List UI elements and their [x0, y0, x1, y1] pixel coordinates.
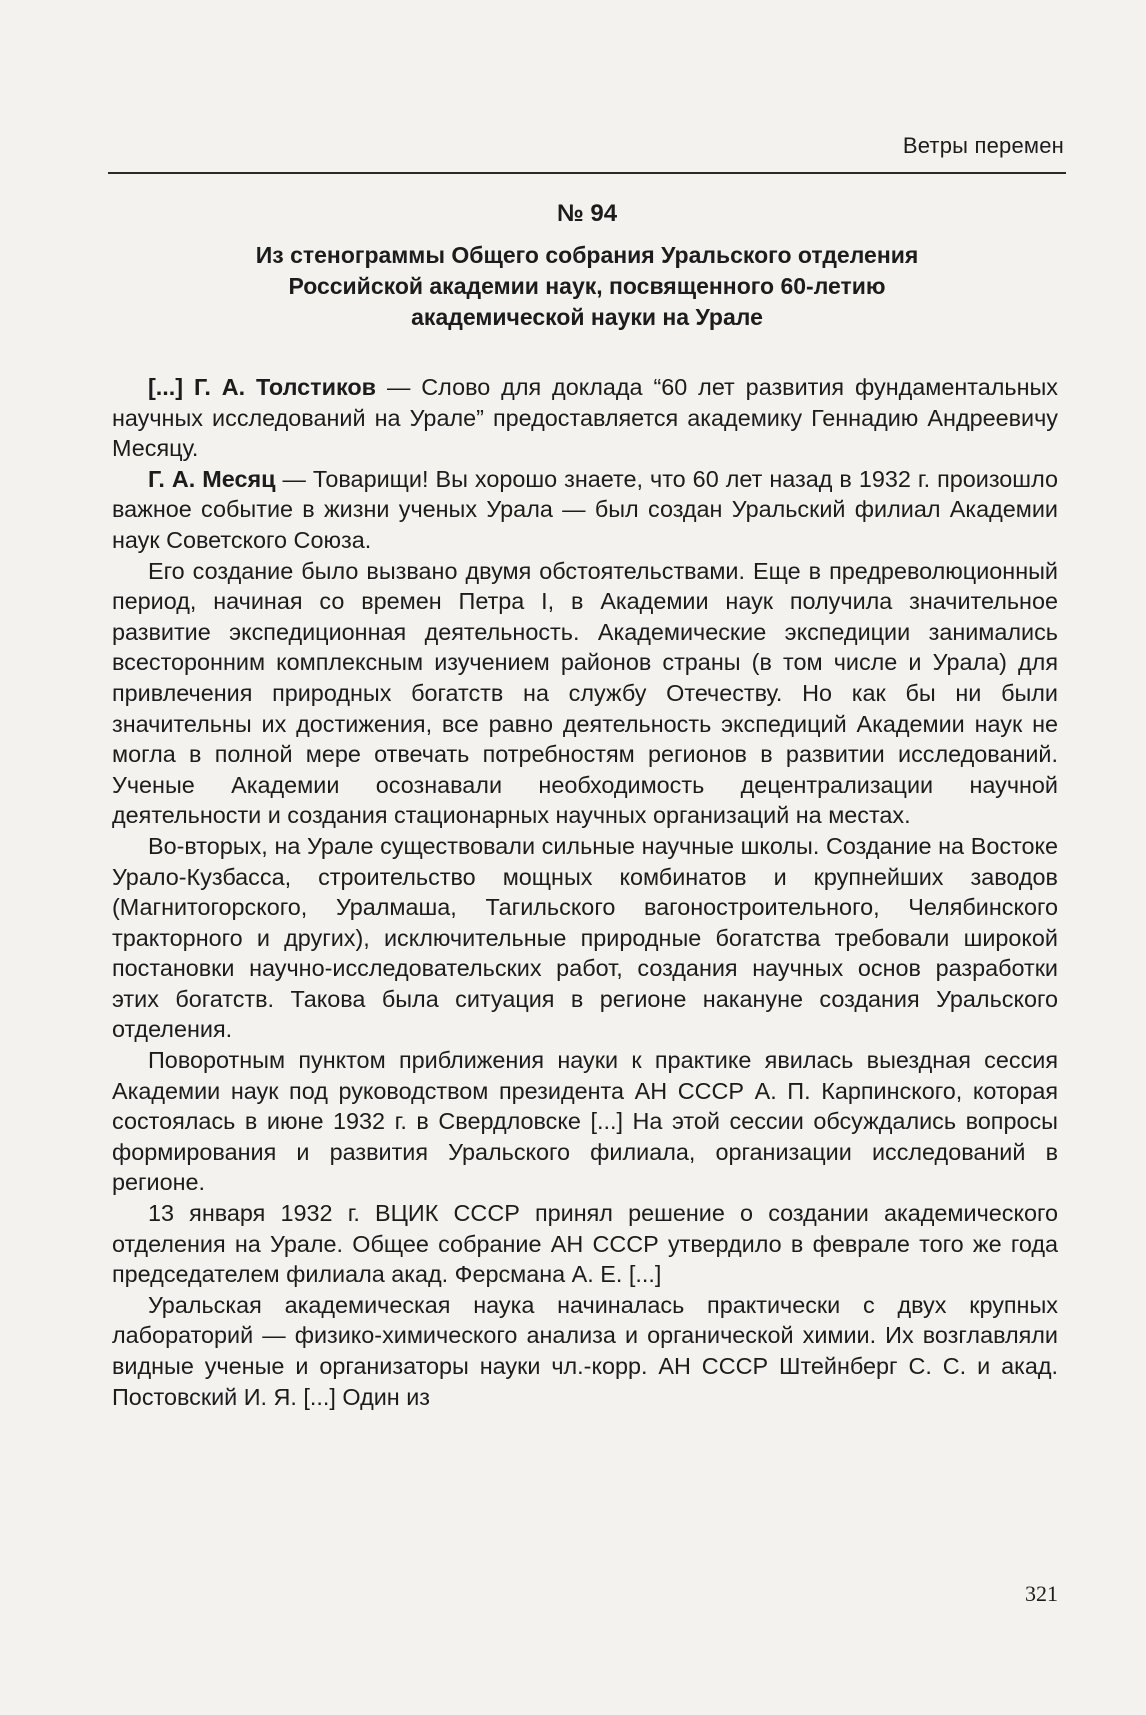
- paragraph: 13 января 1932 г. ВЦИК СССР принял решение о создании академического отделения на Урале. Общее собрание АН СССР утвердило в феврале того же года председателем филиала акад. Ферсмана А. Е. [...]: [112, 1200, 1058, 1288]
- document-body: [112, 372, 1058, 1412]
- paragraph-text: — Слово для доклада “60 лет развития фундаментальных научных исследований на Урале” предоставляется академику Геннадию Андреевичу Месяцу.: [112, 374, 1058, 462]
- page-number: 321: [1025, 1581, 1058, 1606]
- paragraph: [112, 372, 1058, 464]
- header-rule: [108, 172, 1066, 174]
- document-title-line-1: Из стенограммы Общего собрания Уральского отделения: [255, 242, 919, 268]
- paragraph-text: — Товарищи! Вы хорошо знаете, что 60 лет назад в 1932 г. произошло важное событие в жизни ученых Урала — был создан Уральский филиал Академии наук Советского Союза.: [112, 465, 1058, 553]
- document-title-line-3: академической науки на Урале: [411, 304, 763, 330]
- paragraph: Поворотным пунктом приближения науки к практике явилась выездная сессия Академии наук под руководством президента АН СССР А. П. Карпинского, которая состоялась в июне 1932 г. в Свердловске [...] На этой сессии обсуждались вопросы формирования и развития Уральского филиала, организации исследований в регионе.: [112, 1047, 1058, 1196]
- paragraph: Уральская академическая наука начиналась практически с двух крупных лабораторий — физико-химического анализа и органической химии. Их возглавляли видные ученые и организаторы науки чл.-корр. АН СССР Штейнберг С. С. и акад. Постовский И. Я. [...] Один из: [112, 1291, 1058, 1410]
- paragraph: Его создание было вызвано двумя обстоятельствами. Еще в предреволюционный период, начиная со времен Петра I, в Академии наук получила значительное развитие экспедиционная деятельность. Академические экспедиции занимались всесторонним комплексным изучением районов страны (в том числе и Урала) для привлечения природных богатств на службу Отечеству. Но как бы ни были значительны их достижения, все равно деятельность экспедиций Академии наук не могла в полной мере отвечать потребностям регионов в развитии исследований. Ученые Академии осознавали необходимость децентрализации научной деятельности и создания стационарных научных организаций на местах.: [112, 557, 1058, 829]
- document-title-block: [108, 198, 1066, 333]
- paragraph: Во-вторых, на Урале существовали сильные научные школы. Создание на Востоке Урало-Кузбасса, строительство мощных комбинатов и крупнейших заводов (Магнитогорского, Уралмаша, Тагильского вагоностроительного, Челябинского тракторного и других), исключительные природные богатства требовали широкой постановки научно-исследовательских работ, создания научных основ разработки этих богатств. Такова была ситуация в регионе накануне создания Уральского отделения.: [112, 832, 1058, 1043]
- speaker-name: Г. А. Месяц: [148, 465, 276, 492]
- paragraph: [112, 464, 1058, 556]
- document-title-line-2: Российской академии наук, посвященного 60-летию: [288, 273, 886, 299]
- running-header: Ветры перемен: [902, 133, 1064, 158]
- speaker-name: [...] Г. А. Толстиков: [148, 374, 377, 400]
- document-number: № 94: [556, 200, 618, 227]
